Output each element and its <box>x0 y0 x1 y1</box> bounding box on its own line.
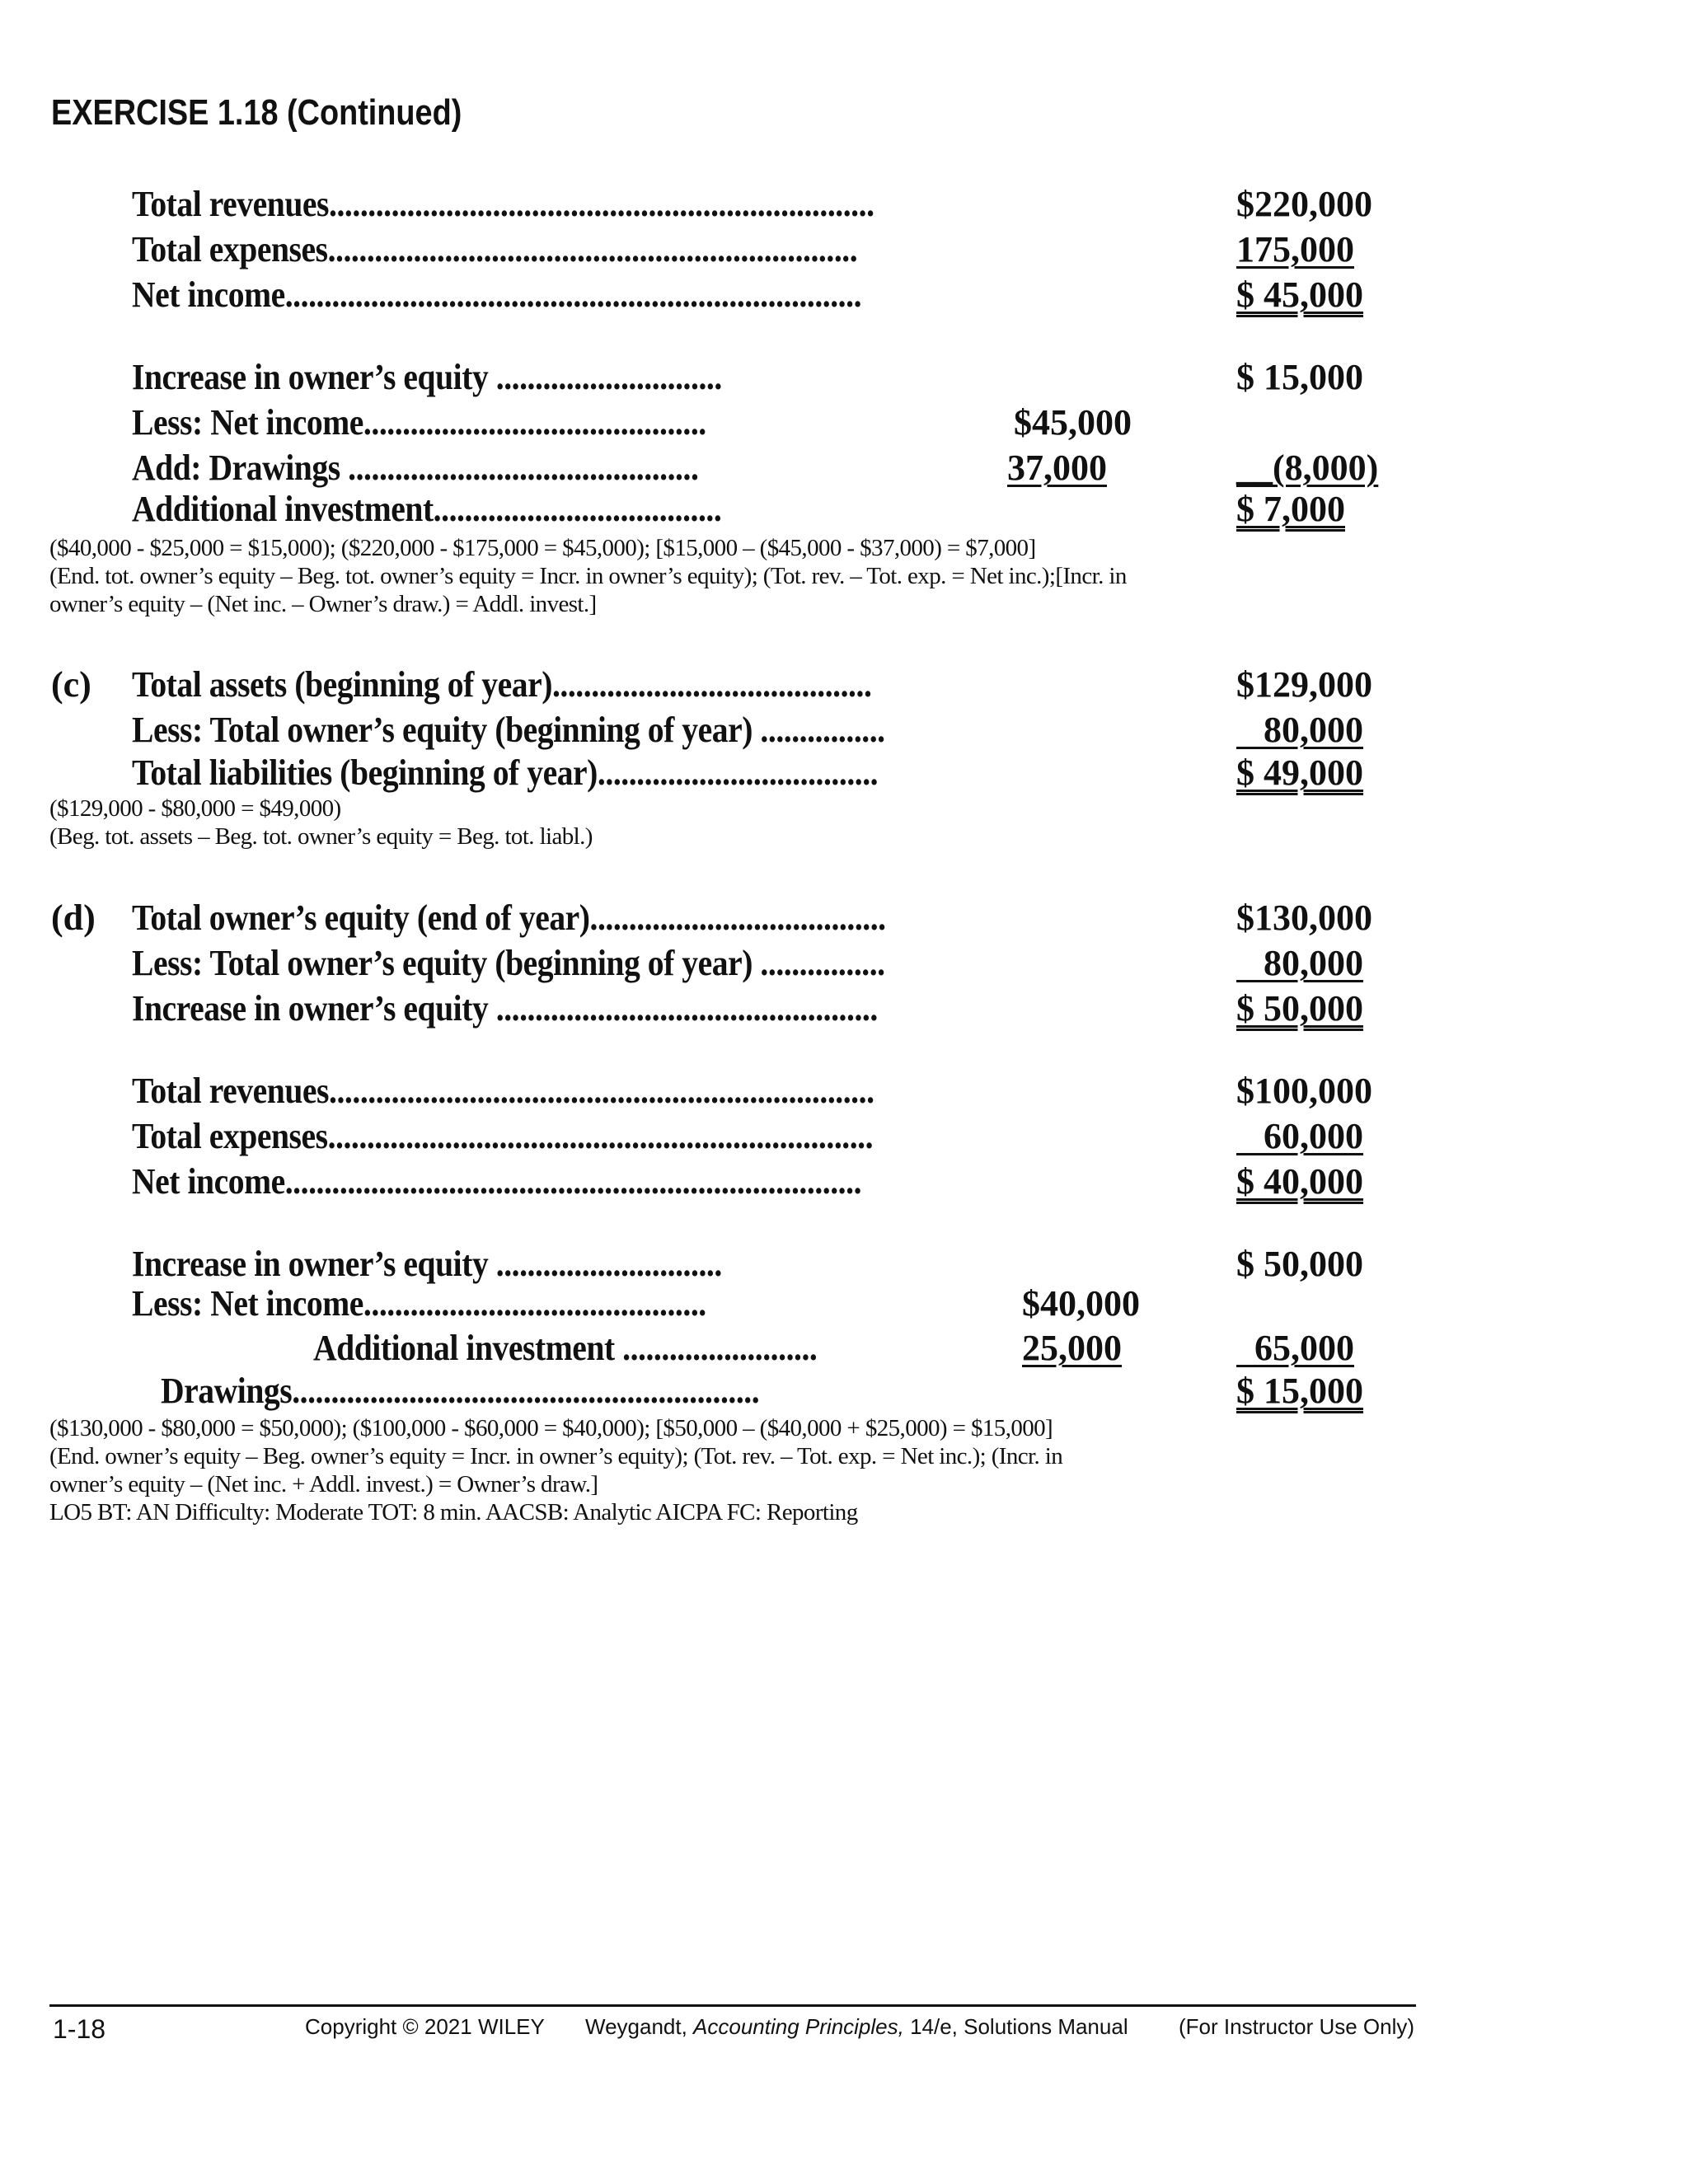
row-label: Increase in owner’s equity ............................. <box>132 1244 722 1284</box>
b-note-1: ($40,000 - $25,000 = $15,000); ($220,000 - $175,000 = $45,000); [$15,000 – ($45,000 - $37,000) = $7,000] <box>49 535 1036 561</box>
row-amount: $130,000 <box>1236 898 1372 938</box>
d-additional-investment-row <box>313 1327 1467 1368</box>
b-note-2: (End. tot. owner’s equity – Beg. tot. owner’s equity = Incr. in owner’s equity); (Tot. rev. – Tot. exp. = Net inc.);[Incr. in <box>49 563 1127 589</box>
row-mid-amount: $45,000 <box>1014 402 1132 443</box>
b-add-drawings-row <box>132 447 1451 488</box>
c-total-assets-row <box>132 663 1451 705</box>
footer-book-author: Weygandt, <box>585 2014 694 2039</box>
row-label: Total expenses...................................................................... <box>132 1116 874 1156</box>
footer-copyright: Copyright © 2021 WILEY <box>305 2014 545 2039</box>
row-label: Total assets (beginning of year)......................................... <box>132 664 872 705</box>
row-label: Net income.......................................................................... <box>132 274 862 315</box>
c-note-1: ($129,000 - $80,000 = $49,000) <box>49 795 341 822</box>
row-label: Less: Net income............................................ <box>132 402 706 443</box>
part-d-label: (d) <box>51 898 96 938</box>
row-mid-amount: $40,000 <box>1022 1283 1140 1324</box>
row-amount: 65,000 <box>1236 1328 1354 1368</box>
b-increase-row <box>132 356 1451 397</box>
row-label: Total liabilities (beginning of year).................................... <box>132 752 879 793</box>
row-amount: $ 40,000 <box>1236 1161 1363 1202</box>
footer-book <box>585 2014 1128 2040</box>
c-note-2: (Beg. tot. assets – Beg. tot. owner’s equity = Beg. tot. liabl.) <box>49 823 593 850</box>
row-amount: $ 15,000 <box>1236 357 1363 397</box>
d-note-1: ($130,000 - $80,000 = $50,000); ($100,000 - $60,000 = $40,000); [$50,000 – ($40,000 + $25,000) = $15,000] <box>49 1415 1053 1441</box>
b-additional-investment-row <box>132 488 1451 529</box>
d-drawings-row <box>161 1370 1479 1411</box>
row-amount: 60,000 <box>1236 1116 1363 1156</box>
row-amount: $ 50,000 <box>1236 1244 1363 1284</box>
row-amount: $100,000 <box>1236 1071 1372 1111</box>
row-label: Net income.......................................................................... <box>132 1161 862 1202</box>
row-label: Total owner’s equity (end of year)...................................... <box>132 898 886 938</box>
row-label: Increase in owner’s equity ................................................. <box>132 988 878 1029</box>
row-label: Additional investment..................................... <box>132 489 722 529</box>
row-amount: $ 15,000 <box>1236 1371 1363 1411</box>
row-label: Less: Total owner’s equity (beginning of year) ................ <box>132 943 885 983</box>
row-label: Drawings............................................................ <box>161 1371 760 1411</box>
row-mid-amount: 37,000 <box>1007 448 1107 488</box>
row-amount: __(8,000) <box>1236 448 1379 488</box>
row-mid-amount: 25,000 <box>1022 1328 1122 1368</box>
c-total-liabilities-row <box>132 752 1451 793</box>
d-increase-equity-row <box>132 1243 1451 1284</box>
b-net-income-row <box>132 274 1451 315</box>
row-amount: $ 50,000 <box>1236 988 1363 1029</box>
d-revenues-row <box>132 1070 1451 1111</box>
d-metadata-note: LO5 BT: AN Difficulty: Moderate TOT: 8 min. AACSB: Analytic AICPA FC: Reporting <box>49 1499 858 1526</box>
row-label: Total expenses.................................................................... <box>132 229 858 269</box>
c-less-equity-row <box>132 709 1451 750</box>
row-amount: $ 7,000 <box>1236 489 1345 529</box>
row-amount: $129,000 <box>1236 664 1372 705</box>
d-note-3: owner’s equity – (Net inc. + Addl. invest.) = Owner’s draw.] <box>49 1471 598 1497</box>
d-expenses-row <box>132 1115 1451 1156</box>
d-total-equity-end-row <box>132 897 1451 938</box>
row-label: Total revenues...................................................................... <box>132 184 874 224</box>
row-amount: 175,000 <box>1236 229 1354 269</box>
row-label: Add: Drawings ............................................. <box>132 448 699 488</box>
row-amount: $ 49,000 <box>1236 752 1363 793</box>
d-less-net-income-row <box>132 1282 1451 1324</box>
row-amount: $ 45,000 <box>1236 274 1363 315</box>
row-amount: 80,000 <box>1236 710 1363 750</box>
footer-book-title: Accounting Principles, <box>693 2014 904 2039</box>
b-note-3: owner’s equity – (Net inc. – Owner’s draw.) = Addl. invest.] <box>49 591 597 617</box>
footer-instructor-note: (For Instructor Use Only) <box>1179 2014 1415 2039</box>
row-label: Less: Net income............................................ <box>132 1283 706 1324</box>
row-label: Less: Total owner’s equity (beginning of year) ................ <box>132 710 885 750</box>
b-less-net-income-row <box>132 401 1451 443</box>
row-label: Increase in owner’s equity ............................. <box>132 357 722 397</box>
row-label: Total revenues...................................................................... <box>132 1071 874 1111</box>
d-net-income-row <box>132 1160 1451 1202</box>
footer-divider <box>49 2004 1416 2007</box>
exercise-title: EXERCISE 1.18 (Continued) <box>51 92 462 133</box>
row-amount: $220,000 <box>1236 184 1372 224</box>
b-revenues-row <box>132 183 1451 224</box>
part-c-label: (c) <box>51 664 91 705</box>
d-note-2: (End. owner’s equity – Beg. owner’s equity = Incr. in owner’s equity); (Tot. rev. – Tot. exp. = Net inc.); (Incr. in <box>49 1443 1063 1469</box>
d-less-equity-begin-row <box>132 942 1451 983</box>
row-amount: 80,000 <box>1236 943 1363 983</box>
page-number: 1-18 <box>53 2014 106 2044</box>
b-expenses-row <box>132 228 1451 269</box>
d-increase-row <box>132 987 1451 1029</box>
footer-book-edition: 14/e, Solutions Manual <box>903 2014 1128 2039</box>
row-label: Additional investment ......................... <box>313 1328 818 1368</box>
